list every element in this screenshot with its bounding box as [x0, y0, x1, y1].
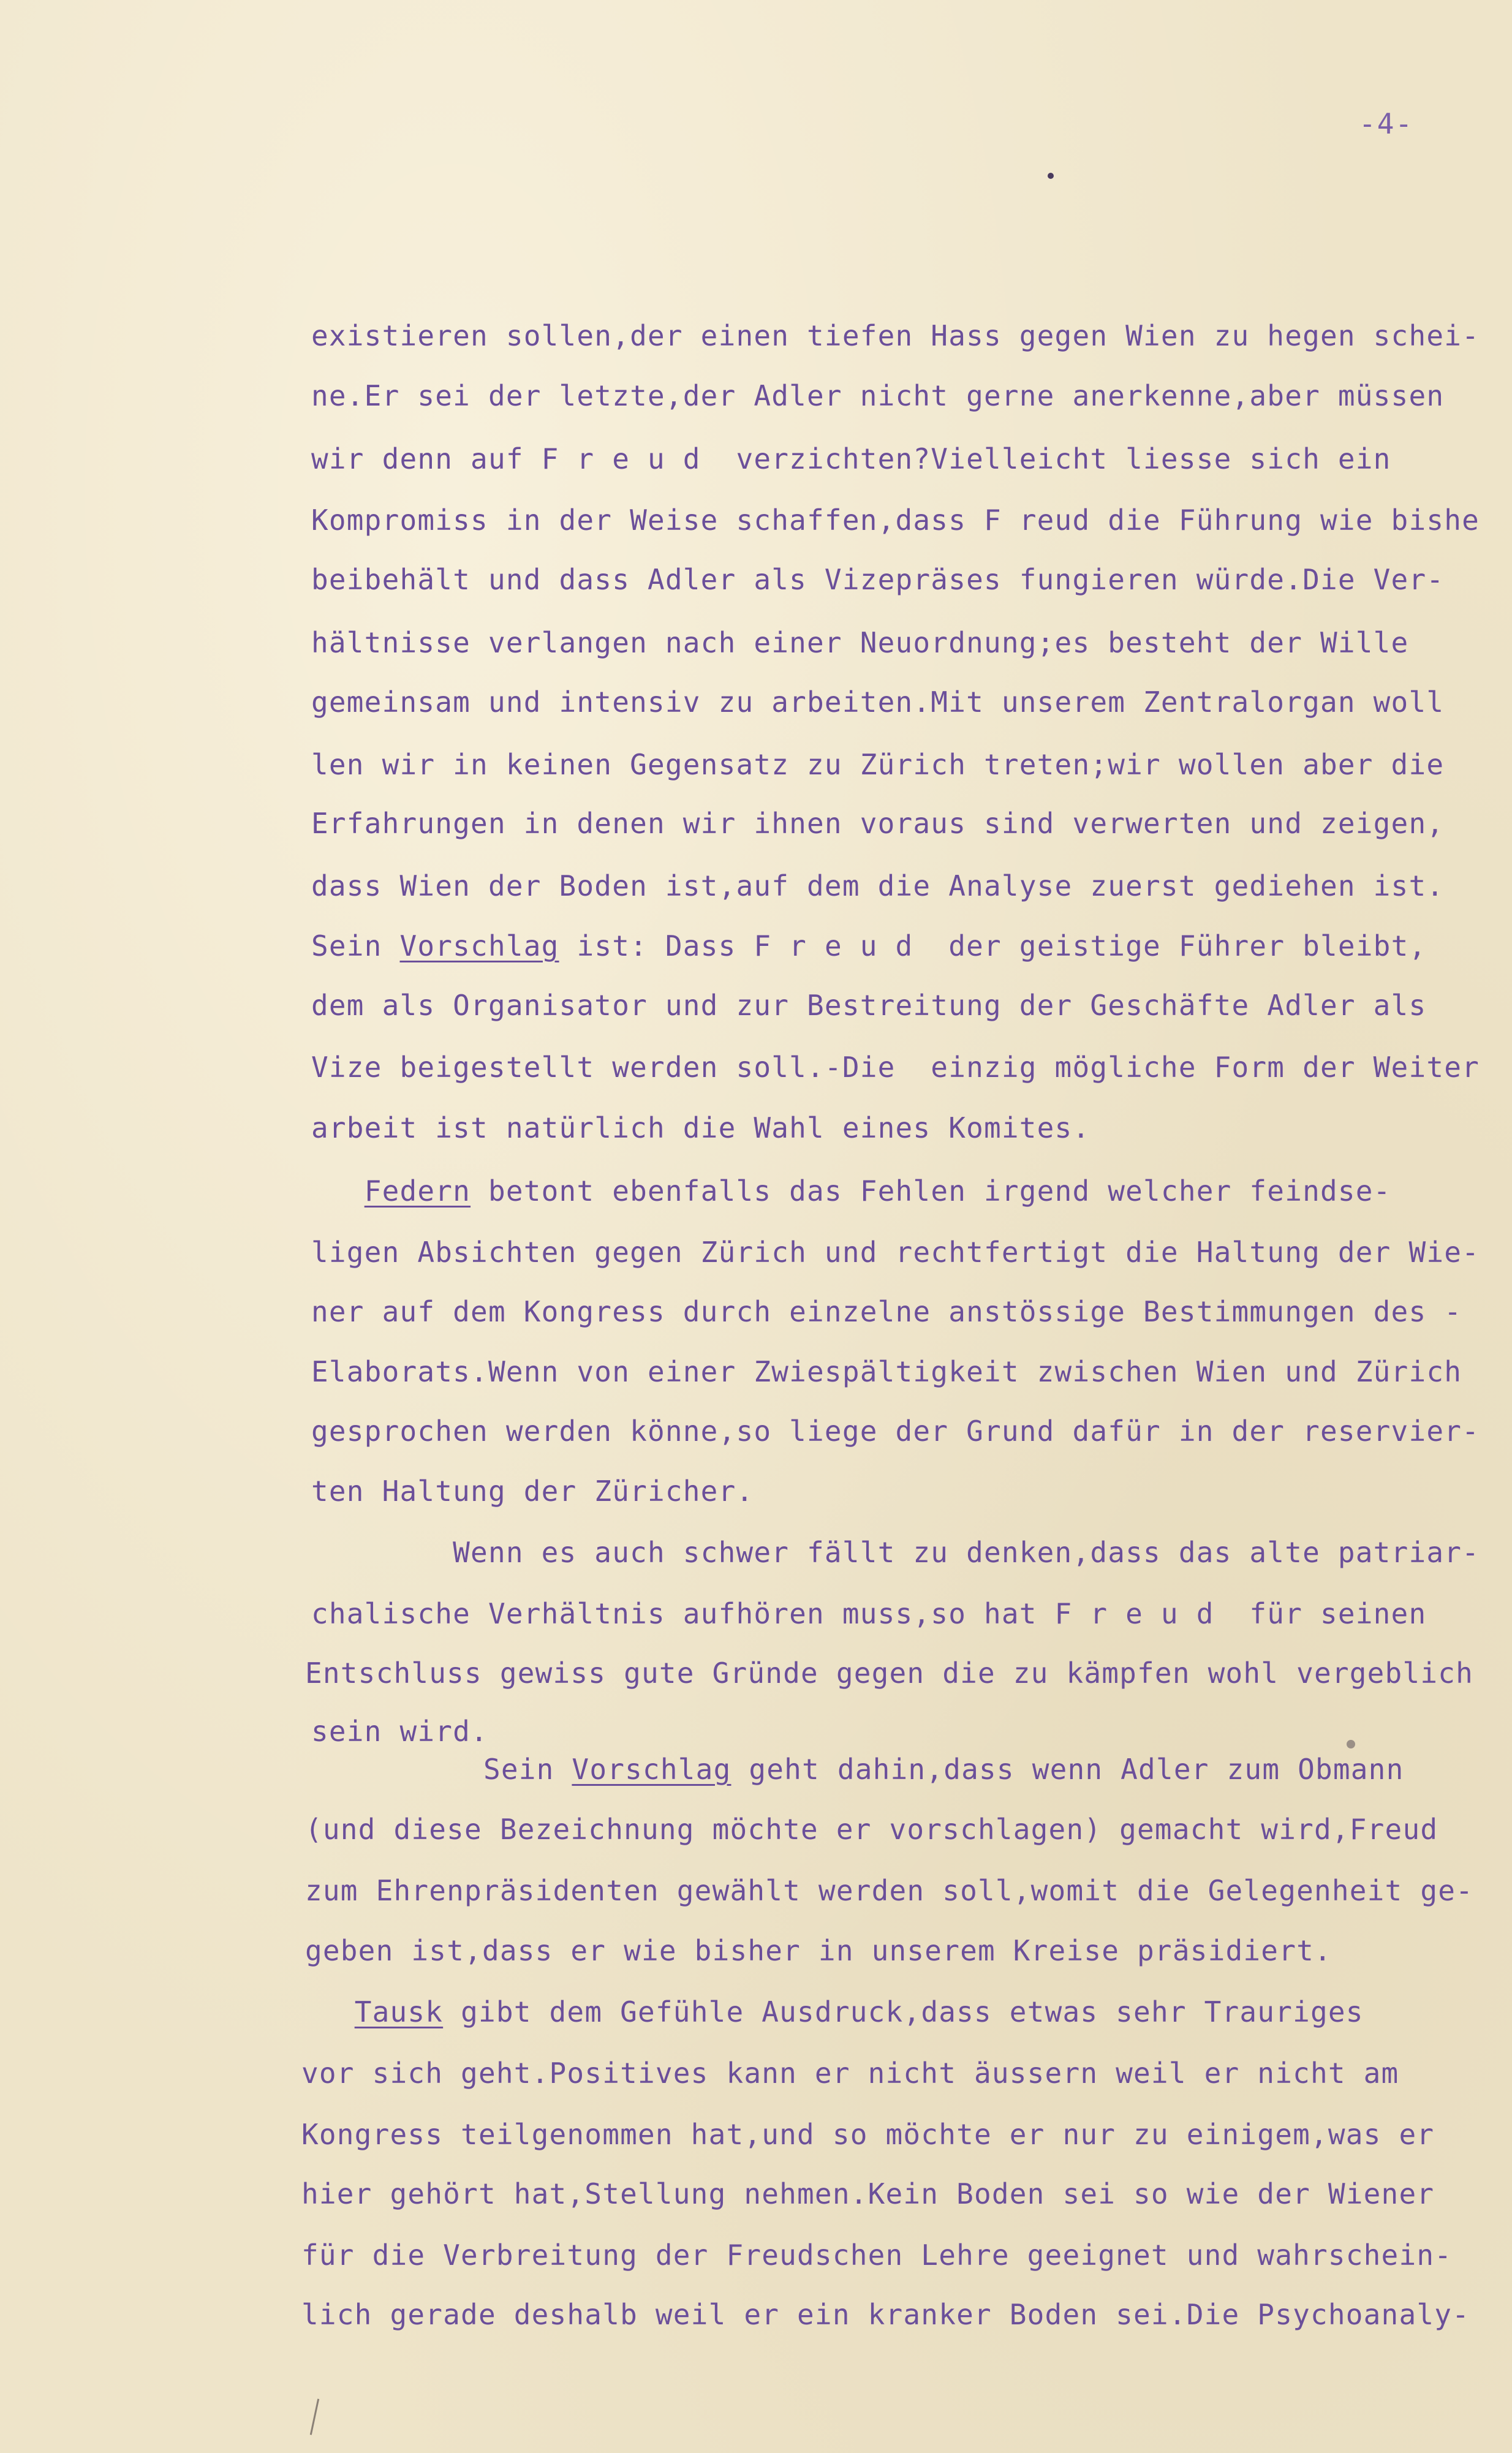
text-segment: ist: Dass F r e u d der geistige Führer bleibt, [559, 929, 1427, 962]
text-segment: Elaborats.Wenn von einer Zwiespältigkeit zwischen Wien und Zürich [311, 1355, 1462, 1388]
text-line [301, 2178, 1434, 2210]
text-line [311, 686, 1444, 718]
text-segment: Sein [311, 929, 400, 962]
text-line [311, 1356, 1462, 1388]
text-segment: Erfahrungen in denen wir ihnen voraus sind verwerten und zeigen, [311, 807, 1445, 840]
text-segment: Vize beigestellt werden soll.-Die einzig mögliche Form der Weiter [311, 1051, 1480, 1084]
text-line [311, 1475, 754, 1507]
underlined-name: Tausk [354, 1995, 444, 2028]
text-line [305, 1657, 1473, 1689]
text-segment: Wenn es auch schwer fällt zu denken,dass das alte patriar- [311, 1536, 1480, 1569]
text-segment: wir denn auf F r e u d verzichten?Vielleicht liesse sich ein [311, 442, 1391, 475]
text-segment [301, 1995, 355, 2028]
text-segment: Kompromiss in der Weise schaffen,dass F reud die Führung wie bishe [311, 504, 1480, 537]
text-segment: dem als Organisator und zur Bestreitung der Geschäfte Adler als [311, 989, 1427, 1022]
text-segment: hältnisse verlangen nach einer Neuordnung;es besteht der Wille [311, 626, 1409, 659]
text-segment: gesprochen werden könne,so liege der Grund dafür in der reservier- [311, 1415, 1480, 1448]
text-segment: ligen Absichten gegen Zürich und rechtfertigt die Haltung der Wie- [311, 1236, 1480, 1269]
text-line [311, 807, 1444, 839]
text-segment: Sein [306, 1753, 572, 1786]
text-segment: geht dahin,dass wenn Adler zum Obmann [731, 1753, 1404, 1786]
text-segment: Kongress teilgenommen hat,und so möchte er nur zu einigem,was er [301, 2118, 1435, 2151]
text-line [311, 504, 1480, 536]
text-line [301, 2057, 1399, 2089]
text-line [311, 1598, 1426, 1630]
text-line [311, 443, 1391, 475]
underlined-name: Federn [364, 1174, 471, 1208]
text-segment: zum Ehrenpräsidenten gewählt werden soll,womit die Gelegenheit ge- [305, 1874, 1474, 1907]
text-segment: Entschluss gewiss gute Gründe gegen die zu kämpfen wohl vergeblich [305, 1657, 1474, 1690]
text-line [311, 1296, 1462, 1328]
underlined-name: Vorschlag [572, 1753, 731, 1786]
underlined-name: Vorschlag [399, 929, 559, 962]
text-segment: ten Haltung der Züricher. [311, 1475, 754, 1508]
text-segment: chalische Verhältnis aufhören muss,so hat F r e u d für seinen [311, 1597, 1427, 1630]
text-segment: betont ebenfalls das Fehlen irgend welcher feindse- [471, 1174, 1391, 1208]
text-line [311, 380, 1444, 412]
text-segment: existieren sollen,der einen tiefen Hass gegen Wien zu hegen schei- [311, 319, 1480, 352]
page-number: -4- [1359, 107, 1414, 140]
text-segment: beibehält und dass Adler als Vizepräses fungieren würde.Die Ver- [311, 563, 1445, 596]
text-line [311, 564, 1444, 595]
text-line [311, 1051, 1480, 1083]
text-line [305, 1935, 1332, 1967]
text-segment: sein wird. [311, 1715, 488, 1748]
text-segment: arbeit ist natürlich die Wahl eines Komites. [311, 1111, 1091, 1144]
text-line [311, 1112, 1090, 1144]
text-segment: hier gehört hat,Stellung nehmen.Kein Boden sei so wie der Wiener [301, 2177, 1435, 2210]
text-line [301, 2118, 1434, 2150]
text-segment: geben ist,dass er wie bisher in unserem Kreise präsidiert. [305, 1934, 1332, 1967]
text-line [311, 749, 1444, 780]
text-segment: ner auf dem Kongress durch einzelne anstössige Bestimmungen des - [311, 1295, 1462, 1328]
text-line [311, 1175, 1391, 1207]
text-line [311, 1715, 488, 1747]
text-segment [311, 1174, 365, 1208]
text-segment: dass Wien der Boden ist,auf dem die Analyse zuerst gediehen ist. [311, 869, 1445, 902]
text-line [311, 1236, 1480, 1268]
text-line [305, 1813, 1438, 1845]
text-line [301, 2239, 1452, 2271]
text-line [311, 1536, 1480, 1568]
text-line [311, 320, 1480, 352]
text-segment: gibt dem Gefühle Ausdruck,dass etwas sehr Trauriges [443, 1995, 1364, 2028]
text-segment: gemeinsam und intensiv zu arbeiten.Mit unserem Zentralorgan woll [311, 686, 1445, 719]
text-line [311, 870, 1444, 902]
text-line [306, 1753, 1404, 1785]
text-line [311, 989, 1426, 1021]
text-segment: lich gerade deshalb weil er ein kranker Boden sei.Die Psychoanaly- [301, 2298, 1470, 2331]
text-line [311, 627, 1408, 659]
text-segment: len wir in keinen Gegensatz zu Zürich treten;wir wollen aber die [311, 748, 1445, 781]
text-line [311, 1415, 1480, 1447]
text-line [311, 930, 1426, 962]
text-line [305, 1875, 1473, 1907]
text-segment: für die Verbreitung der Freudschen Lehre geeignet und wahrschein- [301, 2239, 1453, 2272]
text-segment: ne.Er sei der letzte,der Adler nicht gerne anerkenne,aber müssen [311, 379, 1445, 412]
text-segment: (und diese Bezeichnung möchte er vorschlagen) gemacht wird,Freud [305, 1813, 1438, 1846]
text-segment: vor sich geht.Positives kann er nicht äussern weil er nicht am [301, 2057, 1399, 2090]
text-line [301, 2299, 1470, 2330]
text-line [301, 1996, 1364, 2028]
